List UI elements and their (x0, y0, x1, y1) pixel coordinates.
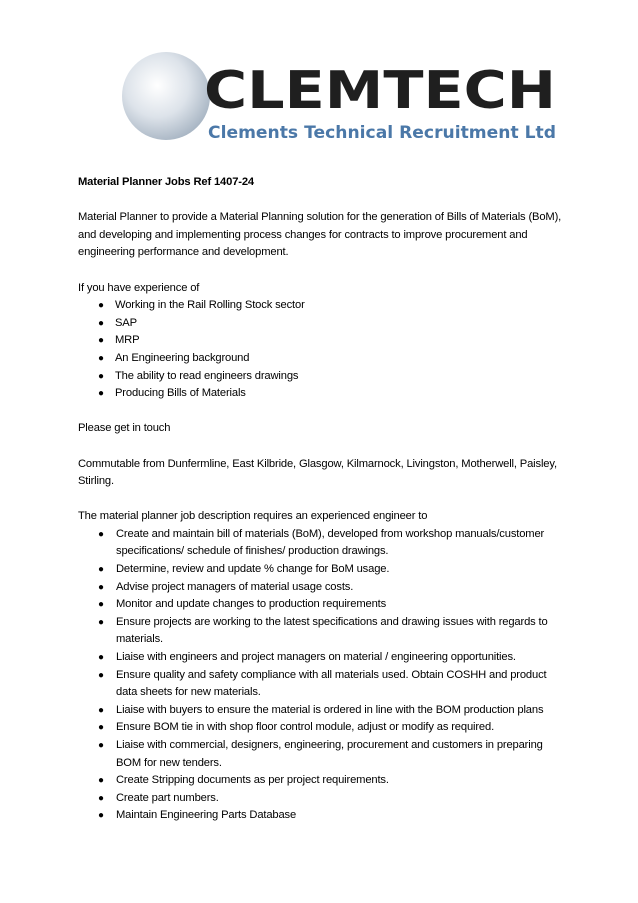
bullet-icon: ● (98, 388, 104, 400)
bullet-icon: ● (98, 669, 104, 681)
list-item: ● The ability to read engineers drawings (78, 368, 568, 386)
list-item: ● Liaise with buyers to ensure the material is ordered in line with the BOM production plans (78, 702, 568, 720)
bullet-icon: ● (98, 528, 104, 540)
job-advert-body (78, 174, 568, 825)
duties-heading: The material planner job description requires an experienced engineer to (78, 510, 428, 523)
list-item: ● Monitor and update changes to production requirements (78, 596, 568, 614)
bullet-icon: ● (98, 792, 104, 804)
list-item: ● Advise project managers of material usage costs. (78, 579, 568, 597)
list-item: ● Working in the Rail Rolling Stock sector (78, 297, 568, 315)
bullet-icon: ● (98, 722, 104, 734)
logo-brand-text: CLEMTECH (204, 61, 556, 121)
logo-tagline-text: Clements Technical Recruitment Ltd (208, 123, 556, 143)
bullet-icon: ● (98, 810, 104, 822)
experience-heading: If you have experience of (78, 281, 200, 294)
list-item: ● Create and maintain bill of materials (BoM), developed from workshop manuals/customer specifications/ schedule of finishes/ production drawings. (98, 527, 545, 558)
bullet-icon: ● (98, 335, 104, 347)
list-item: ● MRP (78, 332, 568, 350)
bullet-icon: ● (98, 599, 104, 611)
bullet-icon: ● (98, 652, 104, 664)
duties-list (78, 526, 568, 825)
list-item: ● Liaise with commercial, designers, engineering, procurement and customers in preparing BOM for new tenders. (98, 739, 543, 769)
logo-sphere-shape (122, 52, 210, 140)
contact-paragraph: Please get in touch (78, 422, 171, 435)
job-title: Material Planner Jobs Ref 1407-24 (78, 176, 254, 188)
list-item: ● Ensure projects are working to the latest specifications and drawing issues with regards to materials. (98, 615, 548, 646)
list-item: ● Producing Bills of Materials (78, 385, 568, 403)
commutable-paragraph: Commutable from Dunfermline, East Kilbride, Glasgow, Kilmarnock, Livingston, Motherwell, Paisley, Stirling. (78, 457, 557, 488)
bullet-icon: ● (98, 740, 104, 751)
bullet-icon: ● (98, 352, 104, 364)
bullet-icon: ● (98, 300, 104, 312)
list-item: ● Ensure quality and safety compliance with all materials used. Obtain COSHH and product data sheets for new materials. (98, 668, 547, 699)
logo-graphic (78, 20, 562, 170)
clemtech-logo (78, 20, 562, 170)
list-item: ● Maintain Engineering Parts Database (78, 807, 568, 825)
bullet-icon: ● (98, 616, 104, 628)
bullet-icon: ● (98, 775, 104, 787)
bullet-icon: ● (98, 370, 104, 382)
experience-list (78, 297, 568, 403)
list-item: ● Create Stripping documents as per project requirements. (78, 772, 568, 790)
list-item: ● Create part numbers. (78, 790, 568, 808)
list-item: ● Determine, review and update % change for BoM usage. (78, 561, 568, 579)
list-item: ● An Engineering background (78, 350, 568, 368)
list-item: ● Liaise with engineers and project managers on material / engineering opportunities. (78, 649, 568, 667)
list-item: ● SAP (78, 315, 568, 333)
bullet-icon: ● (98, 581, 104, 593)
bullet-icon: ● (98, 317, 104, 329)
intro-paragraph: Material Planner to provide a Material Planning solution for the generation of Bills of Materials (BoM), and developing and implementing process changes for contracts to improve procurement and engineering performance and development. (78, 211, 562, 259)
list-item: ● Ensure BOM tie in with shop floor control module, adjust or modify as required. (78, 719, 568, 737)
bullet-icon: ● (98, 564, 104, 576)
bullet-icon: ● (98, 704, 104, 716)
